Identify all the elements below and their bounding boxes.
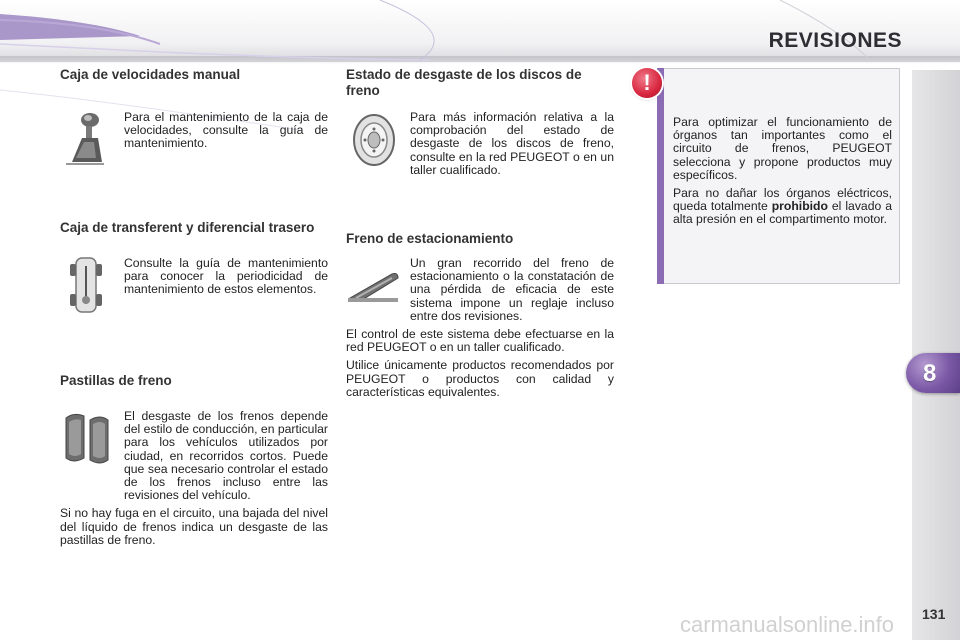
transfer-chassis-icon [70, 256, 102, 319]
brake-disc-icon [350, 113, 398, 172]
parking-brake-text-3: Utilice únicamente productos recomendados por PEUGEOT o productos con calidad y características equivalentes. [346, 358, 614, 399]
note-text-1: Para optimizar el funcionamiento de órganos tan importantes como el circuito de frenos, PEUGEOT selecciona y propone productos muy específicos. [673, 115, 892, 182]
parking-brake-text-2: El control de este sistema debe efectuarse en la red PEUGEOT o en un taller cualificado. [346, 327, 614, 355]
note-text-2 [673, 187, 892, 227]
note-text-2-start: Para no dañar los órganos eléctricos, queda totalmente [673, 186, 892, 214]
note-text-2-end: el lavado a alta presión en el compartimento motor. [673, 199, 892, 227]
page-number: 131 [922, 606, 946, 622]
parking-brake-heading: Freno de estacionamiento [346, 231, 514, 246]
brake-discs-text: Para más información relativa a la comprobación del estado de desgaste de los discos de freno, consulte en la red PEUGEOT o en un taller cualificado. [410, 110, 614, 177]
note-text [673, 116, 892, 232]
note-accent-bar [657, 68, 664, 284]
chapter-tab[interactable] [906, 353, 960, 393]
parking-brake-text-1: Un gran recorrido del freno de estacionamiento o la constatación de una pérdida de eficacia de este sistema impone un reglaje incluso entre dos revisiones. [410, 256, 614, 323]
brake-pads-text-2: Si no hay fuga en el circuito, una bajada del nivel del líquido de frenos indica un desgaste de las pastillas de freno. [60, 506, 328, 547]
manual-gearbox-heading: Caja de velocidades manual [60, 67, 241, 82]
brake-pads-heading: Pastillas de freno [60, 373, 172, 388]
parking-brake-text [346, 257, 614, 404]
brake-pads-text [60, 410, 328, 552]
transfer-box-text: Consulte la guía de mantenimiento para conocer la periodicidad de mantenimiento de estos elementos. [124, 256, 328, 297]
watermark: carmanualsonline.info [680, 612, 895, 637]
brake-pads-text-1: El desgaste de los frenos depende del estilo de conducción, en particular para los vehículos utilizados por ciudad, en recorridos cortos. Puede que sea necesario controlar el estado de los frenos incluso entre las revisiones del vehículo. [124, 409, 328, 503]
alert-icon: ! [632, 68, 662, 98]
gear-shift-icon [62, 112, 108, 171]
chapter-number: 8 [923, 360, 937, 387]
note-text-2-bold: prohibido [771, 199, 828, 214]
brake-discs-heading: Estado de desgaste de los discos de freno [346, 67, 582, 98]
transfer-box-heading: Caja de transferent y diferencial trasero [60, 220, 315, 235]
page-title: REVISIONES [768, 29, 902, 52]
manual-gearbox-text: Para el mantenimiento de la caja de velocidades, consulte la guía de mantenimiento. [124, 110, 328, 151]
